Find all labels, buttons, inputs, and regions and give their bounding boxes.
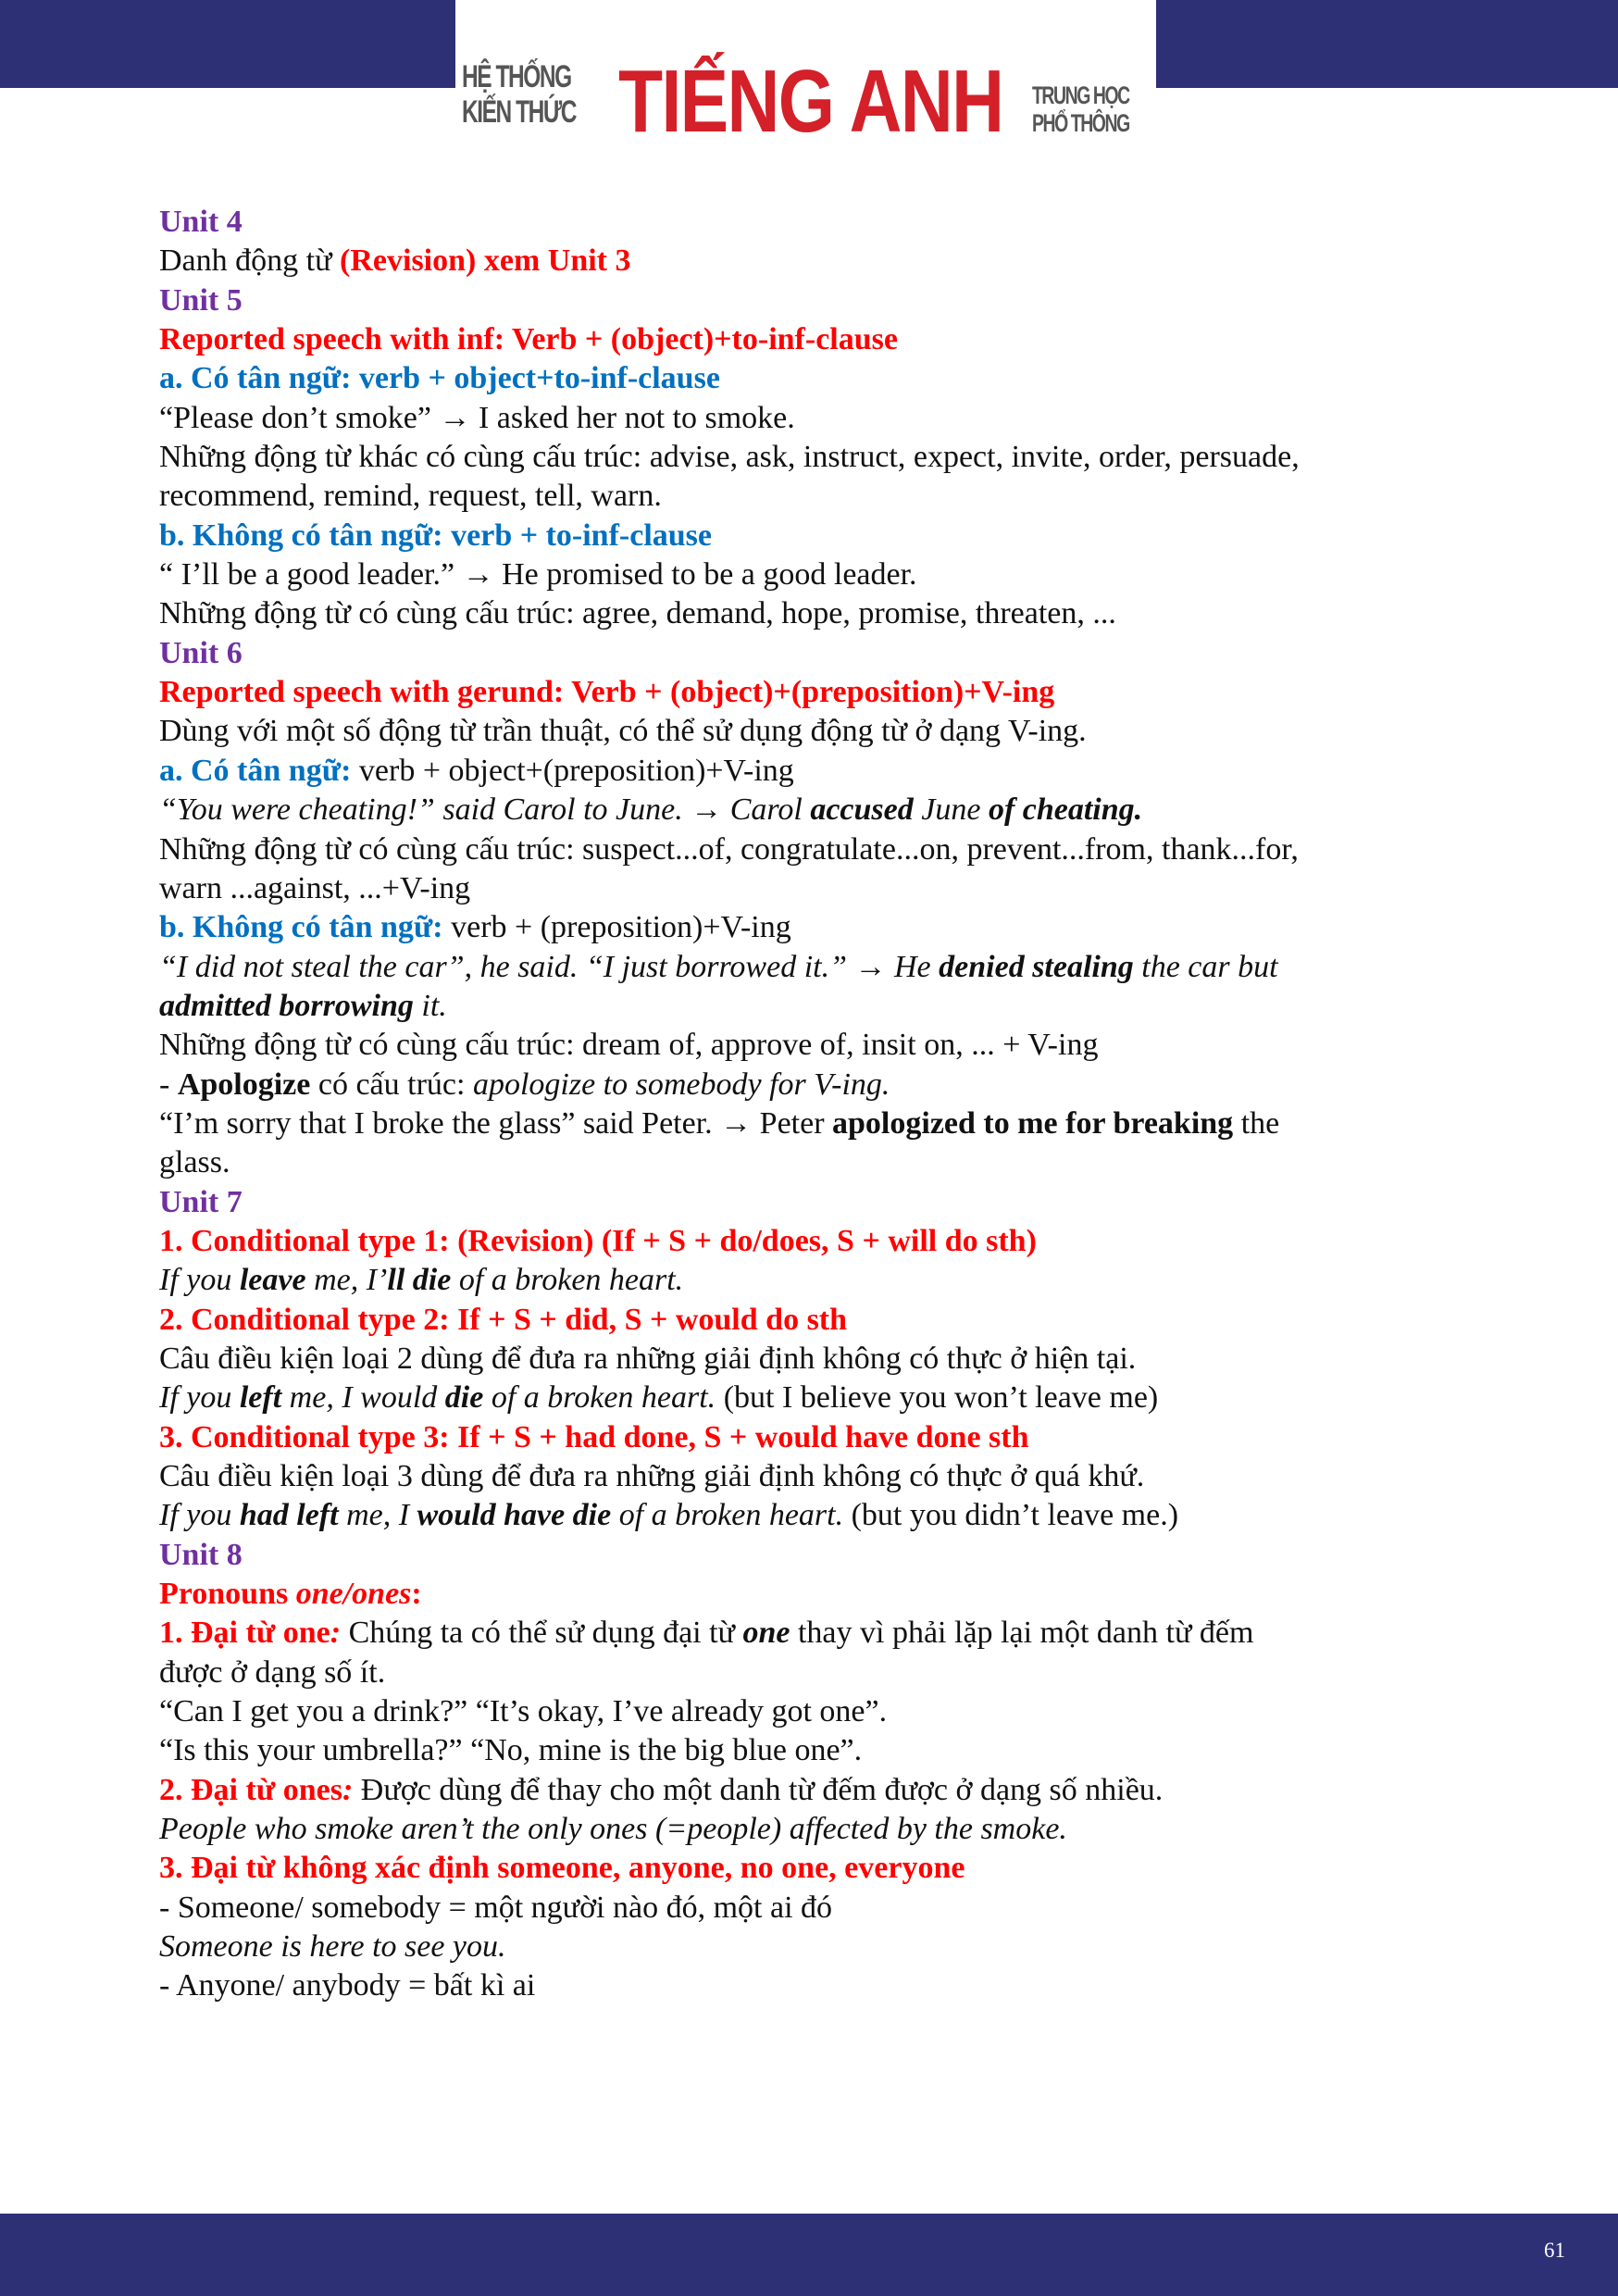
text-line (159, 555, 1474, 594)
body-text: “Please don’t smoke” → I asked her not to smoke. (159, 400, 795, 435)
logo-text-left (462, 59, 576, 130)
body-text: Những động từ khác có cùng cấu trúc: advise, ask, instruct, expect, invite, order, persuade, (159, 440, 1300, 475)
text-line (159, 399, 1474, 438)
text-line (159, 1066, 1474, 1104)
text-line (159, 1771, 1474, 1810)
body-text: - (159, 1067, 178, 1102)
bold-text: Apologize (177, 1067, 311, 1102)
body-text: Những động từ có cùng cấu trúc: suspect...of, congratulate...on, prevent...from, thank...for, (159, 831, 1299, 867)
emphasis-text: of cheating. (988, 792, 1143, 828)
body-text: “Can I get you a drink?” “It’s okay, I’ve already got one”. (159, 1694, 888, 1729)
body-text: recommend, remind, request, tell, warn. (159, 479, 662, 514)
subheading: a. Có tân ngữ: (159, 753, 352, 788)
body-text: thay vì phải lặp lại một danh từ đếm (790, 1616, 1254, 1651)
text-line (159, 1222, 1474, 1261)
section-heading: Reported speech with inf: Verb + (object)+to-inf-clause (159, 322, 898, 357)
emphasis-text: accused (810, 792, 914, 828)
subheading: b. Không có tân ngữ: (159, 910, 443, 945)
example-text: the car but (1133, 949, 1278, 984)
body-text: Danh động từ (159, 243, 341, 279)
bold-text: apologized to me for breaking (832, 1105, 1234, 1141)
example-text: If you (159, 1380, 240, 1416)
text-line (159, 1143, 1474, 1182)
emphasis-text: had left (239, 1498, 339, 1533)
text-line (159, 1966, 1474, 2005)
text-line (159, 1340, 1474, 1379)
logo-line: KIẾN THỨC (462, 94, 576, 130)
body-text: the (1233, 1105, 1280, 1141)
section-heading: : (342, 1772, 354, 1807)
logo-line: TRUNG HỌC (1032, 81, 1129, 109)
unit-heading: Unit 4 (159, 205, 243, 239)
logo-title: TIẾNG ANH (618, 52, 1003, 151)
text-line (159, 1928, 1474, 1966)
text-line (159, 320, 1474, 359)
text-line (159, 1261, 1474, 1300)
example-text: If you (159, 1263, 240, 1298)
body-text: (but you didn’t leave me.) (843, 1498, 1179, 1533)
section-heading: 2. Conditional type 2: If + S + did, S + would do sth (159, 1302, 848, 1337)
section-heading: one/ones (295, 1577, 412, 1612)
example-text: If you (159, 1498, 240, 1533)
body-text: Những động từ có cùng cấu trúc: dream of, approve of, insit on, ... + V-ing (159, 1028, 1099, 1063)
section-heading: (Revision) xem Unit 3 (340, 243, 631, 279)
body-text: warn ...against, ...+V-ing (159, 870, 471, 905)
body-text: “I’m sorry that I broke the glass” said Peter. → Peter (159, 1105, 833, 1141)
example-text: People who smoke aren’t the only ones (=people) affected by the smoke. (159, 1812, 1067, 1847)
example-text: apologize to somebody for V-ing. (472, 1067, 890, 1102)
text-line (159, 987, 1474, 1026)
text-line (159, 1889, 1474, 1928)
text-line (159, 1692, 1474, 1731)
page-body (159, 203, 1474, 2006)
unit-heading: Unit 5 (159, 282, 243, 318)
body-text: (but I believe you won’t leave me) (716, 1380, 1159, 1416)
text-line (159, 242, 1474, 281)
text-line (159, 908, 1474, 947)
example-text: of a broken heart. (451, 1263, 684, 1298)
body-text: được ở dạng số ít. (159, 1654, 386, 1690)
logo-text-right (1032, 81, 1129, 137)
text-line (159, 1301, 1474, 1340)
text-line (159, 359, 1474, 398)
text-line (159, 1104, 1474, 1143)
header-band-left (0, 0, 455, 88)
section-heading: : (411, 1577, 422, 1612)
text-line (159, 1810, 1474, 1849)
text-line (159, 1731, 1474, 1770)
body-text: verb + object+(preposition)+V-ing (351, 753, 794, 788)
text-line (159, 752, 1474, 791)
example-text: me, I (338, 1498, 417, 1533)
text-line (159, 1183, 1474, 1222)
example-text: of a broken heart. (483, 1380, 716, 1416)
text-line (159, 634, 1474, 673)
section-heading: 1. Conditional type 1: (Revision) (If + S + do/does, S + will do sth) (159, 1223, 1037, 1258)
emphasis-text: one (742, 1616, 790, 1651)
text-line (159, 438, 1474, 477)
body-text: “Is this your umbrella?” “No, mine is the big blue one”. (159, 1733, 863, 1768)
section-heading: : (330, 1616, 342, 1651)
unit-heading: Unit 8 (159, 1537, 243, 1572)
example-text: of a broken heart. (611, 1498, 844, 1533)
emphasis-text: left (239, 1380, 282, 1416)
example-text: “I did not steal the car”, he said. “I just borrowed it.” → He (159, 949, 940, 984)
body-text: Chúng ta có thể sử dụng đại từ (341, 1616, 743, 1651)
text-line (159, 712, 1474, 751)
subheading: b. Không có tân ngữ: verb + to-inf-clause (159, 518, 713, 553)
section-heading: 1. Đại từ one (159, 1616, 330, 1651)
text-line (159, 281, 1474, 320)
body-text: - Anyone/ anybody = bất kì ai (159, 1968, 536, 2003)
header-band-right (1156, 0, 1618, 88)
example-text: June (913, 792, 989, 828)
text-line (159, 948, 1474, 987)
body-text: Dùng với một số động từ trần thuật, có thể sử dụng động từ ở dạng V-ing. (159, 714, 1087, 749)
unit-heading: Unit 6 (159, 635, 243, 670)
body-text: - Someone/ somebody = một người nào đó, một ai đó (159, 1890, 833, 1925)
text-line (159, 1457, 1474, 1496)
text-line (159, 477, 1474, 516)
text-line (159, 1849, 1474, 1888)
text-line (159, 1575, 1474, 1614)
emphasis-text: denied stealing (939, 949, 1134, 984)
section-heading: 3. Đại từ không xác định someone, anyone, no one, everyone (159, 1851, 965, 1886)
subheading: a. Có tân ngữ: verb + object+to-inf-clause (159, 361, 720, 396)
text-line (159, 1026, 1474, 1065)
body-text: glass. (159, 1145, 230, 1180)
text-line (159, 203, 1474, 242)
emphasis-text: ll die (387, 1263, 452, 1298)
text-line (159, 1614, 1474, 1653)
unit-heading: Unit 7 (159, 1184, 243, 1219)
emphasis-text: admitted borrowing (159, 988, 414, 1023)
text-line (159, 791, 1474, 830)
text-line (159, 1418, 1474, 1457)
text-line (159, 517, 1474, 555)
body-text: Câu điều kiện loại 3 dùng để đưa ra những giải định không có thực ở quá khứ. (159, 1459, 1145, 1493)
example-text: Someone is here to see you. (159, 1929, 506, 1965)
text-line (159, 594, 1474, 633)
section-heading: 2. Đại từ ones (159, 1772, 342, 1807)
text-line (159, 1496, 1474, 1535)
body-text: Được dùng để thay cho một danh từ đếm được ở dạng số nhiều. (353, 1772, 1164, 1807)
logo-line: PHỔ THÔNG (1032, 109, 1129, 137)
body-text: Những động từ có cùng cấu trúc: agree, demand, hope, promise, threaten, ... (159, 596, 1116, 631)
section-heading: Pronouns (159, 1577, 296, 1612)
emphasis-text: would have die (417, 1498, 612, 1533)
body-text: “ I’ll be a good leader.” → He promised to be a good leader. (159, 557, 917, 593)
text-line (159, 869, 1474, 908)
example-text: it. (413, 988, 447, 1023)
body-text: có cấu trúc: (310, 1067, 473, 1102)
text-line (159, 1379, 1474, 1417)
example-text: me, I’ (305, 1263, 388, 1298)
text-line (159, 830, 1474, 869)
example-text: me, I would (281, 1380, 445, 1416)
body-text: Câu điều kiện loại 2 dùng để đưa ra những giải định không có thực ở hiện tại. (159, 1341, 1137, 1376)
section-heading: 3. Conditional type 3: If + S + had done, S + would have done sth (159, 1419, 1029, 1454)
text-line (159, 1536, 1474, 1575)
logo-line: HỆ THỐNG (462, 59, 571, 94)
emphasis-text: leave (239, 1263, 306, 1298)
body-text: verb + (preposition)+V-ing (442, 910, 791, 945)
section-heading: Reported speech with gerund: Verb + (object)+(preposition)+V-ing (159, 675, 1055, 710)
footer-band (0, 2214, 1618, 2296)
example-text: “You were cheating!” said Carol to June. → Carol (159, 792, 811, 828)
page-number: 61 (1544, 2239, 1565, 2262)
text-line (159, 1653, 1474, 1692)
emphasis-text: die (444, 1380, 484, 1416)
text-line (159, 673, 1474, 712)
